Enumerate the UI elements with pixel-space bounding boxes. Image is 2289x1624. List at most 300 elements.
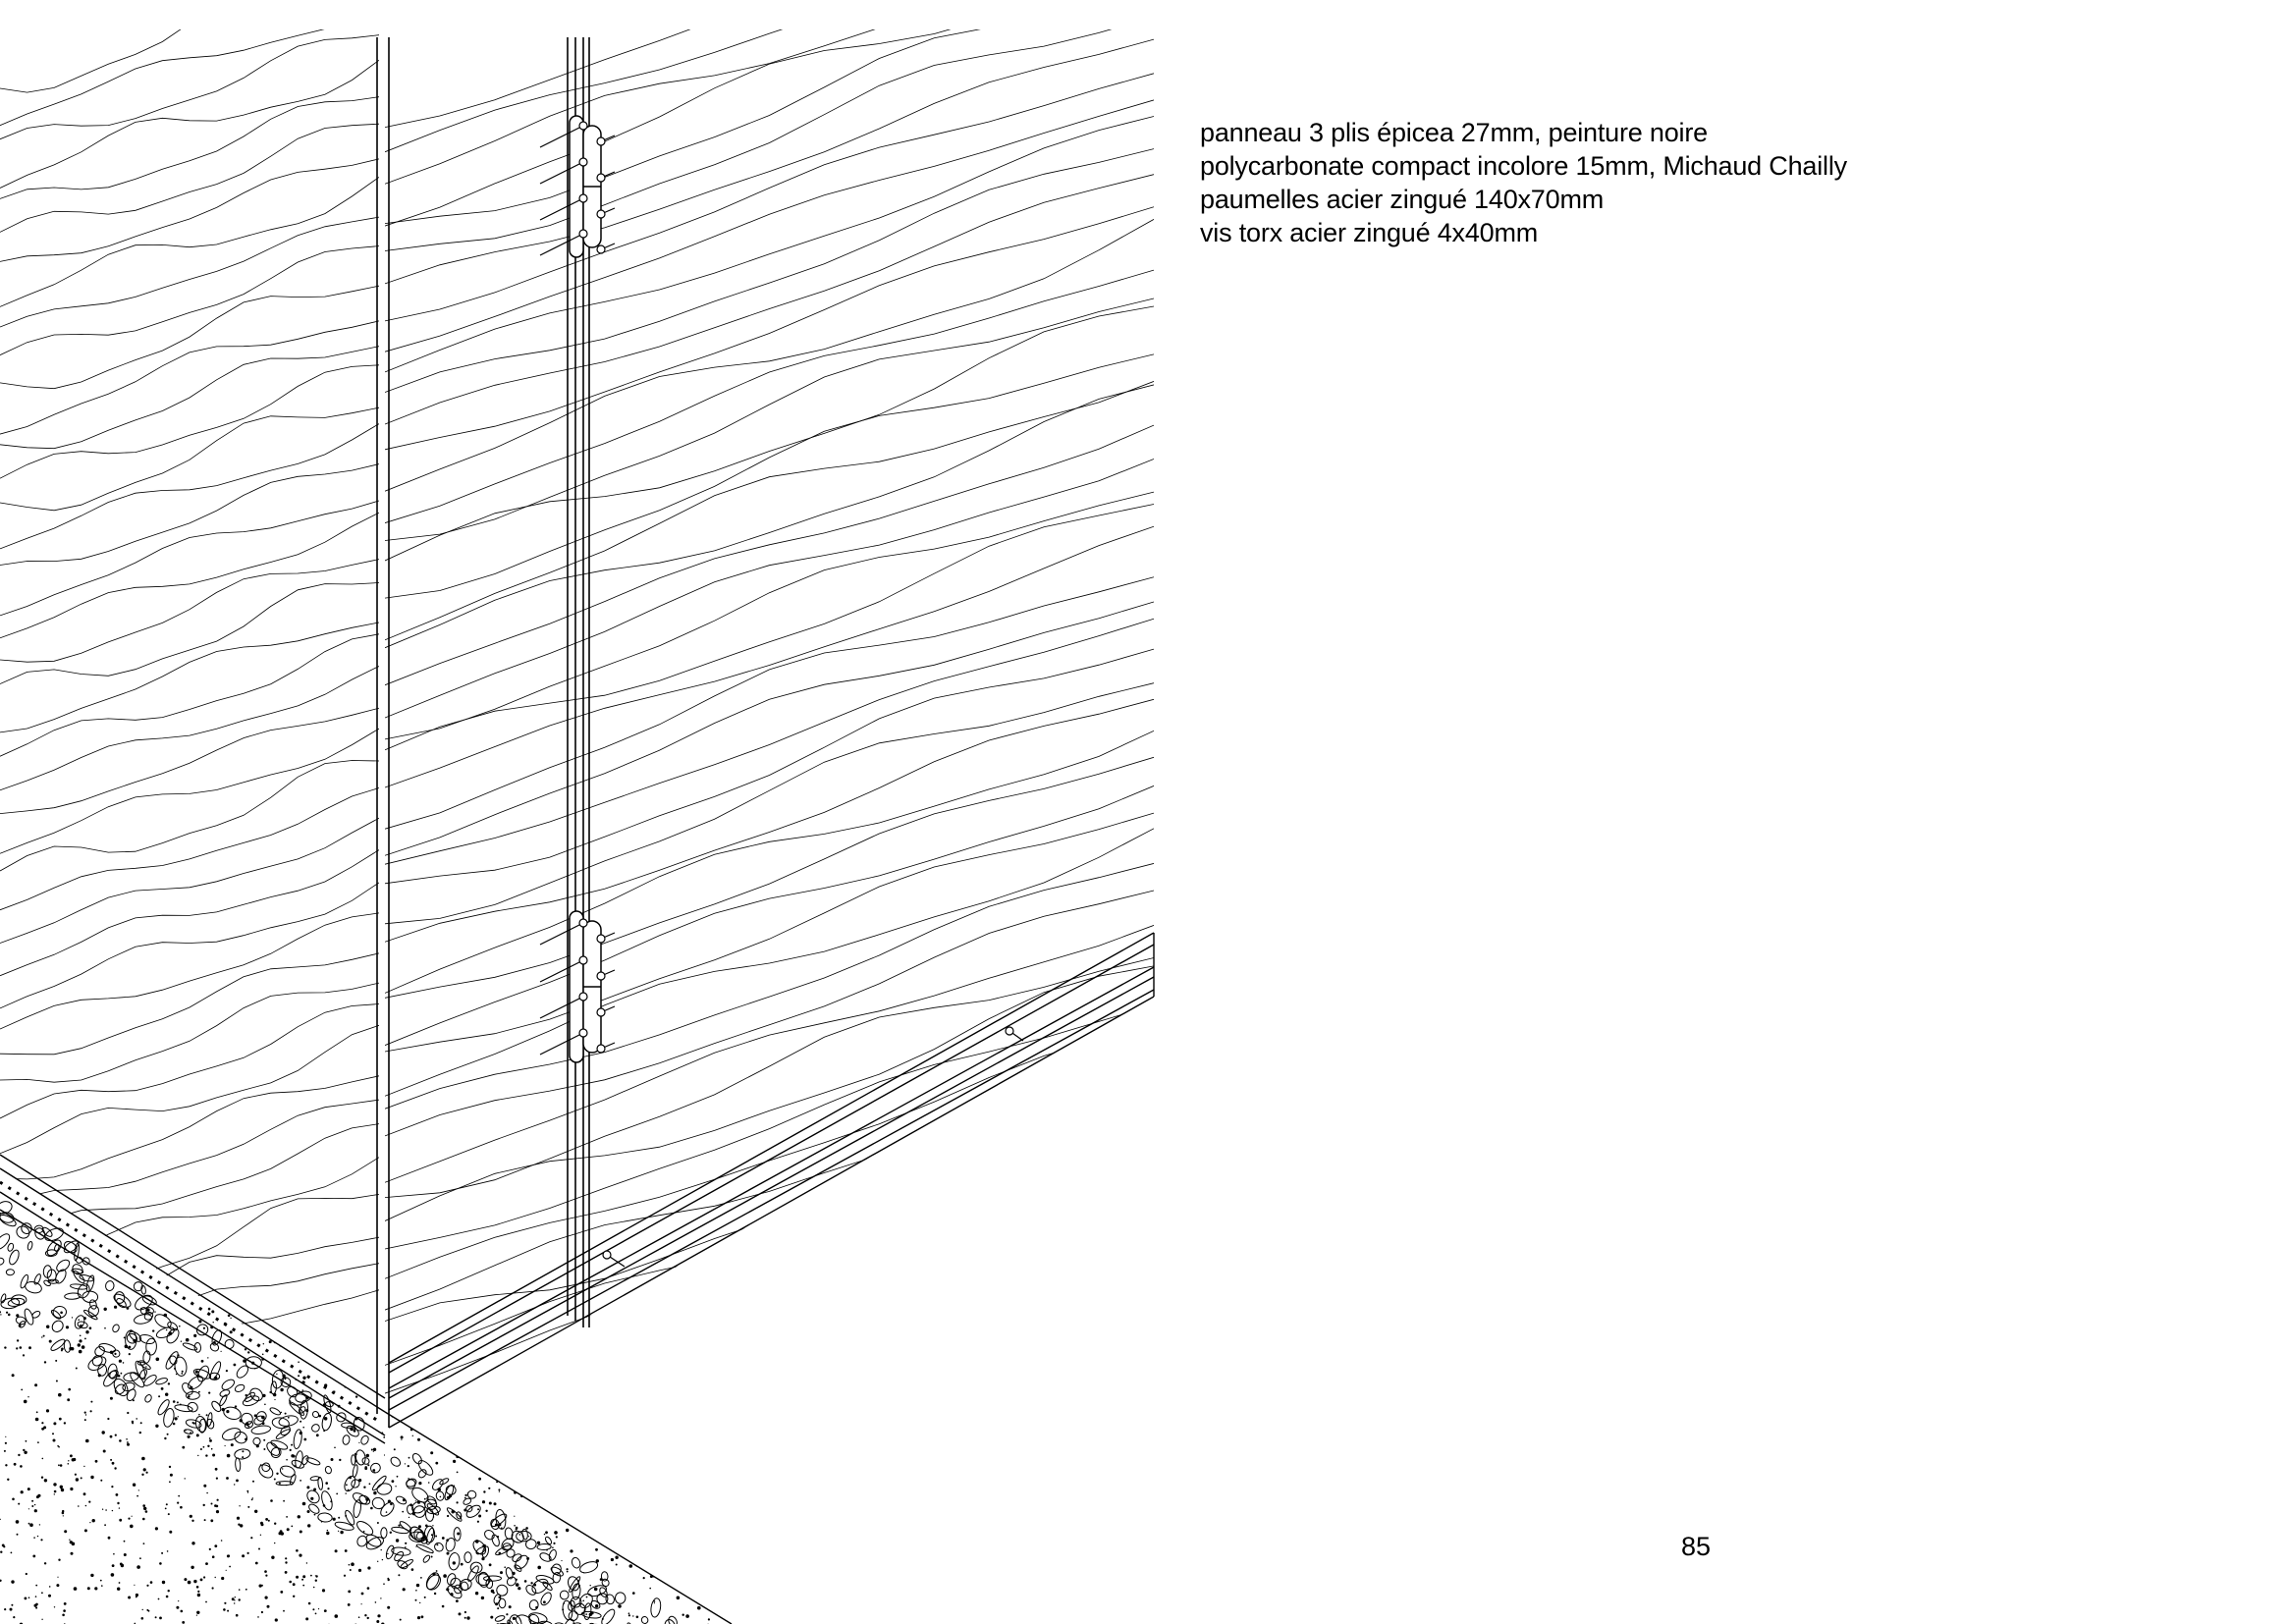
stipple-dot [376, 1620, 379, 1623]
stipple-dot [142, 1609, 143, 1610]
stipple-dot [424, 1597, 426, 1598]
stipple-dot [191, 1520, 193, 1522]
stipple-dot [245, 1589, 247, 1591]
gravel-stone [115, 1291, 126, 1303]
stipple-dot [687, 1530, 690, 1533]
stipple-dot [495, 1602, 498, 1605]
stipple-dot [618, 1356, 620, 1358]
stipple-dot [608, 1403, 610, 1405]
stipple-dot [535, 1459, 536, 1460]
gravel-stone [218, 1394, 228, 1407]
stipple-dot [60, 1486, 63, 1489]
polycarbonate-panel-grain-lines [385, 0, 1154, 1539]
grain-line [385, 0, 1154, 152]
stipple-dot [258, 1548, 260, 1550]
stipple-dot [417, 1500, 420, 1503]
concrete-ground-section [0, 1200, 733, 1624]
stipple-dot [226, 1370, 228, 1372]
gravel-stone [307, 1502, 321, 1515]
grain-line [385, 385, 1154, 648]
stipple-dot [310, 1575, 312, 1577]
gravel-stone [616, 1593, 626, 1603]
stipple-dot [544, 1354, 547, 1357]
gravel-stone [166, 1321, 179, 1332]
stipple-dot [587, 1406, 591, 1410]
stipple-dot [552, 1457, 555, 1460]
grain-line [0, 1194, 379, 1290]
stipple-dot [681, 1499, 682, 1501]
gravel-stone [464, 1552, 471, 1563]
stipple-dot [552, 1416, 555, 1419]
stipple-dot [641, 1489, 644, 1492]
stipple-dot [37, 1536, 38, 1537]
stipple-dot [563, 1374, 565, 1376]
stipple-dot [499, 1491, 500, 1492]
stipple-dot [432, 1552, 434, 1554]
stipple-dot [345, 1549, 348, 1552]
gravel-stone [317, 1512, 332, 1522]
stipple-dot [622, 1477, 625, 1480]
grain-line [385, 74, 1154, 321]
stipple-dot [133, 1339, 136, 1342]
stipple-dot [529, 1494, 530, 1495]
stipple-dot [593, 1342, 596, 1345]
stipple-dot [401, 1439, 402, 1440]
stipple-dot [165, 1393, 168, 1396]
grain-line [0, 286, 379, 389]
stipple-dot [694, 1348, 696, 1350]
stipple-dot [582, 1600, 584, 1602]
stipple-dot [566, 1529, 569, 1532]
stipple-dot [197, 1591, 199, 1593]
stipple-dot [37, 1494, 40, 1497]
stipple-dot [546, 1549, 548, 1551]
gravel-stone [385, 1544, 396, 1559]
stipple-dot [681, 1522, 683, 1525]
stipple-dot [686, 1408, 688, 1410]
stipple-dot [4, 1346, 6, 1348]
stipple-dot [58, 1464, 60, 1466]
stipple-dot [344, 1575, 346, 1577]
stipple-dot [83, 1466, 84, 1467]
stipple-dot [728, 1496, 729, 1497]
stipple-dot [514, 1516, 515, 1517]
stipple-dot [254, 1510, 257, 1513]
stipple-dot [370, 1507, 373, 1510]
gravel-stone [142, 1374, 158, 1388]
stipple-dot [117, 1502, 119, 1504]
hinge-leaf-left [570, 911, 583, 1062]
stipple-dot [488, 1488, 490, 1489]
stipple-dot [453, 1511, 455, 1513]
stipple-dot [198, 1320, 201, 1323]
stipple-dot [303, 1438, 306, 1441]
stipple-dot [302, 1502, 306, 1506]
grain-line [385, 1130, 1154, 1394]
stipple-dot [205, 1562, 208, 1565]
stipple-dot [618, 1448, 621, 1451]
stipple-dot [716, 1392, 719, 1395]
stipple-dot [89, 1326, 92, 1329]
stipple-dot [165, 1508, 167, 1510]
gravel-stone [164, 1350, 181, 1371]
stipple-dot [207, 1445, 209, 1447]
stipple-dot [312, 1608, 314, 1610]
stipple-dot [130, 1525, 134, 1529]
stipple-dot [75, 1474, 77, 1476]
stipple-dot [545, 1367, 548, 1370]
stipple-dot [0, 1580, 2, 1582]
stipple-dot [320, 1328, 322, 1330]
stipple-dot [552, 1468, 554, 1470]
stipple-dot [611, 1308, 614, 1311]
stipple-dot [346, 1492, 347, 1493]
stipple-dot [84, 1419, 86, 1421]
gravel-stone [511, 1552, 522, 1563]
stipple-dot [612, 1456, 615, 1459]
stipple-dot [654, 1600, 656, 1602]
stipple-dot [115, 1435, 117, 1436]
stipple-dot [587, 1433, 590, 1435]
gravel-stone [6, 1270, 14, 1275]
stipple-dot [387, 1553, 388, 1554]
stipple-dot [665, 1427, 668, 1430]
stipple-dot [215, 1577, 216, 1578]
gravel-stone [389, 1455, 402, 1468]
stipple-dot [385, 1327, 387, 1329]
stipple-dot [265, 1575, 267, 1577]
grain-line [0, 217, 379, 327]
stipple-dot [596, 1559, 599, 1562]
stipple-dot [455, 1436, 458, 1439]
stipple-dot [388, 1500, 391, 1503]
stipple-dot [79, 1339, 82, 1342]
stipple-dot [624, 1529, 627, 1532]
grain-line [385, 1043, 1154, 1310]
stipple-dot [25, 1597, 27, 1600]
stipple-dot [516, 1461, 518, 1464]
stipple-dot [225, 1445, 226, 1446]
stipple-dot [223, 1608, 226, 1611]
stipple-dot [684, 1343, 686, 1345]
stipple-dot [164, 1437, 166, 1439]
stipple-dot [618, 1470, 621, 1473]
stipple-dot [216, 1478, 218, 1480]
stipple-dot [392, 1480, 395, 1483]
stipple-dot [318, 1415, 321, 1418]
stipple-dot [697, 1606, 701, 1610]
screw-head [579, 919, 587, 927]
stipple-dot [197, 1594, 200, 1597]
stipple-dot [298, 1375, 300, 1377]
stipple-dot [381, 1549, 382, 1550]
gravel-stone [495, 1583, 511, 1597]
stipple-dot [159, 1617, 162, 1620]
stipple-dot [166, 1329, 168, 1331]
stipple-dot [670, 1465, 673, 1468]
stipple-dot [513, 1617, 516, 1620]
stipple-dot [0, 1519, 1, 1520]
stipple-dot [421, 1615, 424, 1618]
stipple-dot [401, 1435, 404, 1438]
stipple-dot [324, 1609, 327, 1612]
stipple-dot [29, 1523, 33, 1527]
stipple-dot [506, 1340, 508, 1342]
stipple-dot [622, 1493, 625, 1496]
gravel-stone [359, 1435, 369, 1445]
stipple-dot [203, 1485, 206, 1488]
stipple-dot [174, 1368, 176, 1370]
stipple-dot [570, 1319, 572, 1322]
stipple-dot [180, 1506, 183, 1509]
gravel-stone [186, 1374, 205, 1391]
stipple-dot [262, 1354, 264, 1356]
stipple-dot [375, 1601, 377, 1603]
stipple-dot [283, 1610, 285, 1612]
stipple-dot [280, 1591, 283, 1594]
stipple-dot [85, 1414, 86, 1415]
stipple-dot [68, 1463, 70, 1465]
stipple-dot [196, 1374, 199, 1377]
stipple-dot [205, 1454, 207, 1456]
stipple-dot [119, 1519, 122, 1522]
stipple-dot [204, 1519, 206, 1521]
stipple-dot [203, 1504, 205, 1506]
stipple-dot [206, 1492, 208, 1494]
stipple-dot [324, 1417, 328, 1421]
stipple-dot [380, 1375, 383, 1378]
stipple-dot [396, 1370, 400, 1374]
stipple-dot [110, 1435, 113, 1438]
stipple-dot [143, 1468, 146, 1471]
stipple-dot [274, 1523, 276, 1525]
gravel-stone [156, 1398, 171, 1416]
stipple-dot [17, 1339, 19, 1341]
stipple-dot [140, 1422, 142, 1424]
stipple-dot [683, 1384, 684, 1385]
stipple-dot [138, 1489, 139, 1490]
stipple-dot [170, 1474, 173, 1477]
grain-line [0, 407, 379, 511]
stipple-dot [193, 1580, 196, 1583]
stipple-dot [259, 1585, 262, 1588]
gravel-stone [310, 1423, 321, 1434]
stipple-dot [159, 1562, 162, 1565]
stipple-dot [68, 1388, 71, 1391]
stipple-dot [270, 1499, 273, 1502]
stipple-dot [286, 1326, 288, 1328]
stipple-dot [286, 1485, 287, 1486]
stipple-dot [23, 1354, 25, 1356]
stipple-dot [296, 1549, 299, 1552]
stipple-dot [431, 1534, 433, 1536]
stipple-dot [31, 1500, 33, 1502]
stipple-dot [331, 1355, 333, 1357]
stipple-dot [168, 1590, 170, 1592]
stipple-dot [260, 1535, 261, 1536]
stipple-dot [446, 1539, 449, 1542]
stipple-dot [692, 1406, 694, 1408]
gravel-stone [422, 1554, 431, 1563]
stipple-dot [173, 1423, 176, 1426]
page-number: 85 [1681, 1532, 1712, 1561]
stipple-dot [717, 1503, 718, 1504]
gravel-stone [279, 1464, 297, 1479]
stipple-dot [79, 1350, 82, 1354]
grain-line [385, 270, 1154, 522]
stipple-dot [373, 1491, 376, 1494]
stipple-dot [426, 1415, 429, 1418]
stipple-dot [637, 1355, 639, 1357]
stipple-dot [167, 1550, 169, 1552]
stipple-dot [114, 1306, 117, 1309]
stipple-dot [461, 1406, 463, 1409]
stipple-dot [564, 1602, 565, 1603]
stipple-dot [710, 1547, 713, 1550]
stipple-dot [176, 1374, 177, 1375]
stipple-dot [516, 1583, 519, 1587]
grain-line [0, 1025, 379, 1154]
stipple-dot [405, 1546, 407, 1548]
grain-line [0, 246, 379, 355]
stipple-dot [677, 1597, 681, 1600]
stipple-dot [576, 1520, 579, 1523]
stipple-dot [28, 1597, 30, 1598]
stipple-dot [369, 1305, 372, 1308]
stipple-dot [180, 1404, 182, 1406]
stipple-dot [35, 1418, 39, 1422]
stipple-dot [315, 1575, 316, 1576]
stipple-dot [107, 1418, 109, 1420]
stipple-dot [562, 1388, 565, 1391]
stipple-dot [307, 1524, 310, 1527]
stipple-dot [562, 1608, 564, 1610]
stipple-dot [361, 1593, 364, 1596]
stipple-dot [55, 1360, 57, 1362]
stipple-dot [335, 1549, 338, 1552]
grain-line [385, 505, 1154, 750]
stipple-dot [34, 1504, 35, 1505]
stipple-dot [114, 1467, 116, 1469]
stipple-dot [271, 1556, 274, 1559]
stipple-dot [247, 1351, 249, 1353]
stipple-dot [431, 1421, 432, 1422]
stipple-dot [425, 1525, 428, 1528]
stipple-dot [403, 1588, 406, 1591]
stipple-dot [544, 1404, 546, 1406]
stipple-dot [177, 1354, 179, 1356]
stipple-dot [590, 1611, 593, 1614]
stipple-dot [497, 1607, 499, 1609]
stipple-dot [141, 1617, 144, 1620]
stipple-dot [450, 1439, 452, 1441]
stipple-dot [81, 1477, 82, 1479]
gravel-stone [599, 1607, 617, 1624]
stipple-dot [158, 1598, 160, 1600]
grain-line [0, 177, 379, 306]
stipple-dot [242, 1456, 244, 1458]
stipple-dot [617, 1349, 619, 1351]
stipple-dot [358, 1479, 361, 1482]
stipple-dot [103, 1450, 106, 1453]
stipple-dot [325, 1482, 328, 1485]
stipple-dot [582, 1487, 583, 1488]
stipple-dot [477, 1508, 479, 1510]
stipple-dot [302, 1389, 304, 1391]
gravel-stone [50, 1309, 62, 1321]
stipple-dot [615, 1556, 618, 1559]
stipple-dot [592, 1308, 595, 1311]
stipple-dot [73, 1458, 76, 1461]
grain-line [385, 958, 1154, 1198]
stipple-dot [6, 1312, 8, 1314]
stipple-dot [430, 1451, 433, 1454]
stipple-dot [196, 1434, 199, 1436]
stipple-dot [373, 1448, 376, 1451]
stipple-dot [238, 1524, 240, 1526]
gravel-stone [550, 1565, 565, 1578]
stipple-dot [639, 1548, 642, 1551]
stipple-dot [327, 1530, 328, 1531]
stipple-dot [41, 1422, 43, 1424]
stipple-dot [205, 1601, 207, 1603]
grain-line [0, 1004, 379, 1119]
stipple-dot [112, 1462, 115, 1465]
stipple-dot [296, 1576, 299, 1579]
stipple-dot [42, 1458, 44, 1460]
stipple-dot [285, 1571, 288, 1574]
stipple-dot [5, 1442, 7, 1444]
stipple-dot [394, 1314, 396, 1316]
grain-line [385, 649, 1154, 884]
stipple-dot [467, 1492, 468, 1493]
stipple-dot [209, 1437, 211, 1439]
stipple-dot [196, 1611, 199, 1614]
stipple-dot [662, 1386, 664, 1388]
stipple-dot [471, 1462, 473, 1464]
stipple-dot [668, 1405, 669, 1406]
stipple-dot [688, 1387, 691, 1390]
grain-line [0, 818, 379, 943]
stipple-dot [295, 1329, 296, 1330]
gravel-stone [85, 1274, 95, 1292]
stipple-dot [630, 1552, 632, 1554]
stipple-dot [602, 1359, 603, 1360]
grain-line [385, 207, 1154, 450]
stipple-dot [363, 1487, 365, 1489]
stipple-dot [499, 1406, 502, 1409]
stipple-dot [632, 1592, 635, 1595]
stipple-dot [306, 1486, 309, 1489]
stipple-dot [285, 1557, 287, 1559]
stipple-dot [63, 1609, 66, 1612]
stipple-dot [687, 1350, 688, 1351]
stipple-dot [475, 1442, 477, 1444]
stipple-dot [608, 1373, 611, 1376]
stipple-dot [210, 1422, 212, 1424]
stipple-dot [356, 1487, 357, 1488]
gravel-stone [320, 1489, 335, 1511]
stipple-dot [76, 1368, 78, 1370]
stipple-dot [424, 1498, 426, 1500]
grain-line [0, 850, 379, 976]
stipple-dot [323, 1430, 325, 1432]
stipple-dot [354, 1366, 355, 1368]
stipple-dot [547, 1428, 548, 1429]
stipple-dot [84, 1338, 86, 1340]
stipple-dot [306, 1562, 307, 1563]
stipple-dot [169, 1481, 171, 1483]
